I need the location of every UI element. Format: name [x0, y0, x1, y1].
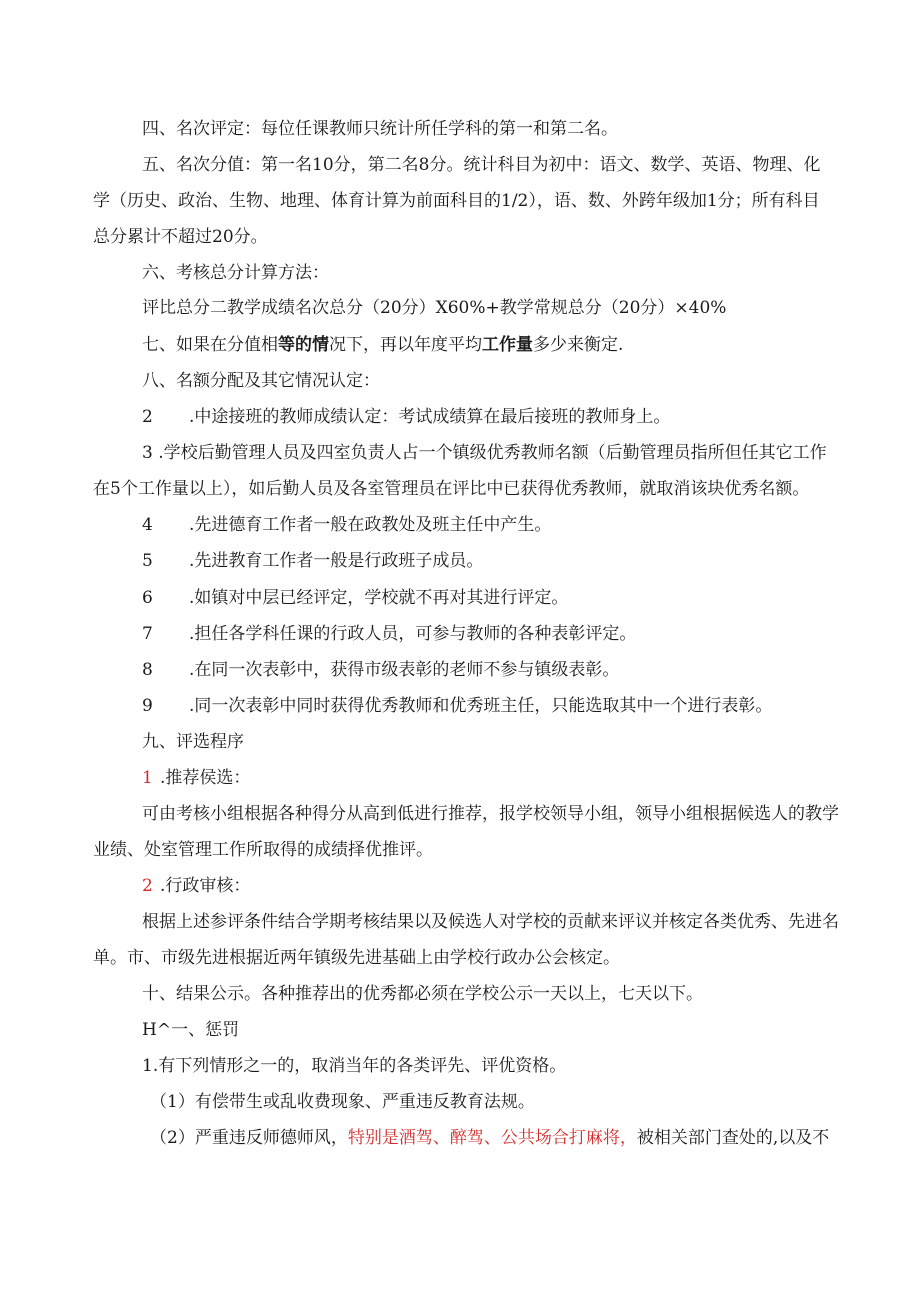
item-2-number: 2 [142, 407, 153, 427]
item-7-number: 7 [142, 624, 153, 644]
section-11-item-1-b-part-c: 被相关部门查处的,以及不 [636, 1128, 830, 1148]
item-6-text: .如镇对中层已经评定，学校就不再对其进行评定。 [189, 588, 569, 608]
item-5-number: 5 [142, 551, 153, 571]
section-5-line-1: 五、名次分值：第一名10分，第二名8分。统计科目为初中：语文、数学、英语、物理、化 [142, 155, 821, 175]
section-7-part-c: 况下，再以年度平均 [329, 335, 482, 355]
procedure-2-line-2: 单。市、市级先进根据近两年镇级先进基础上由学校行政办公会核定。 [93, 948, 620, 968]
item-7-text: .担任各学科任课的行政人员，可参与教师的各种表彰评定。 [189, 624, 637, 644]
section-11: H^一、惩罚 [142, 1020, 240, 1040]
section-4: 四、名次评定：每位任课教师只统计所任学科的第一和第二名。 [142, 119, 618, 139]
item-4-number: 4 [142, 515, 153, 535]
section-11-item-1-a: （1）有偿带生或乱收费现象、严重违反教育法规。 [150, 1092, 535, 1112]
item-2-text: .中途接班的教师成绩认定：考试成绩算在最后接班的教师身上。 [189, 407, 671, 427]
section-8: 八、名额分配及其它情况认定： [142, 371, 380, 391]
section-6-formula: 评比总分二教学成绩名次总分（20分）X60%+教学常规总分（20分）×40% [142, 298, 727, 318]
section-11-item-1-b-highlight: 特别是酒驾、醉驾、公共场合打麻将， [347, 1128, 637, 1148]
item-9-number: 9 [142, 696, 153, 716]
section-7-part-a: 七、如果在分值相 [142, 335, 278, 355]
item-6-number: 6 [142, 588, 153, 608]
item-8-number: 8 [142, 660, 153, 680]
section-7-part-e: 多少来衡定. [533, 335, 624, 355]
item-5-text: .先进教育工作者一般是行政班子成员。 [189, 551, 484, 571]
item-8-text: .在同一次表彰中，获得市级表彰的老师不参与镇级表彰。 [189, 660, 620, 680]
procedure-2-line-1: 根据上述参评条件结合学期考核结果以及候选人对学校的贡献来评议并核定各类优秀、先进名 [142, 912, 839, 932]
section-11-item-1-b-part-a: （2）严重违反师德师风， [150, 1128, 348, 1148]
item-9-text: .同一次表彰中同时获得优秀教师和优秀班主任，只能选取其中一个进行表彰。 [189, 696, 773, 716]
section-7-part-b: 等的情 [278, 335, 329, 355]
section-11-item-1: 1.有下列情形之一的，取消当年的各类评先、评优资格。 [142, 1056, 567, 1076]
procedure-1-title: .推荐侯选： [160, 768, 251, 788]
procedure-2-number: 2 [142, 876, 153, 896]
procedure-1-line-2: 业绩、处室管理工作所取得的成绩择优推评。 [93, 840, 433, 860]
section-9: 九、评选程序 [142, 732, 244, 752]
section-5-line-2: 学（历史、政治、生物、地理、体育计算为前面科目的1/2），语、数、外跨年级加1分；所有科目 [93, 191, 820, 211]
item-3-line-1: 3 .学校后勤管理人员及四室负责人占一个镇级优秀教师名额（后勤管理员指所但任其它工作 [142, 443, 827, 463]
section-7 [142, 334, 623, 356]
procedure-2-title: .行政审核： [160, 876, 251, 896]
procedure-1-line-1: 可由考核小组根据各种得分从高到低进行推荐，报学校领导小组，领导小组根据候选人的教学 [142, 804, 839, 824]
procedure-1-number: 1 [142, 768, 153, 788]
item-4-text: .先进德育工作者一般在政教处及班主任中产生。 [189, 515, 552, 535]
section-7-part-d: 工作量 [482, 335, 533, 355]
item-3-line-2: 在5个工作量以上），如后勤人员及各室管理员在评比中已获得优秀教师，就取消该块优秀名额。 [93, 479, 810, 499]
section-11-item-1-b [150, 1127, 829, 1149]
section-5-line-3: 总分累计不超过20分。 [93, 227, 268, 247]
section-10: 十、结果公示。各种推荐出的优秀都必须在学校公示一天以上，七天以下。 [142, 984, 703, 1004]
section-6: 六、考核总分计算方法： [142, 263, 329, 283]
